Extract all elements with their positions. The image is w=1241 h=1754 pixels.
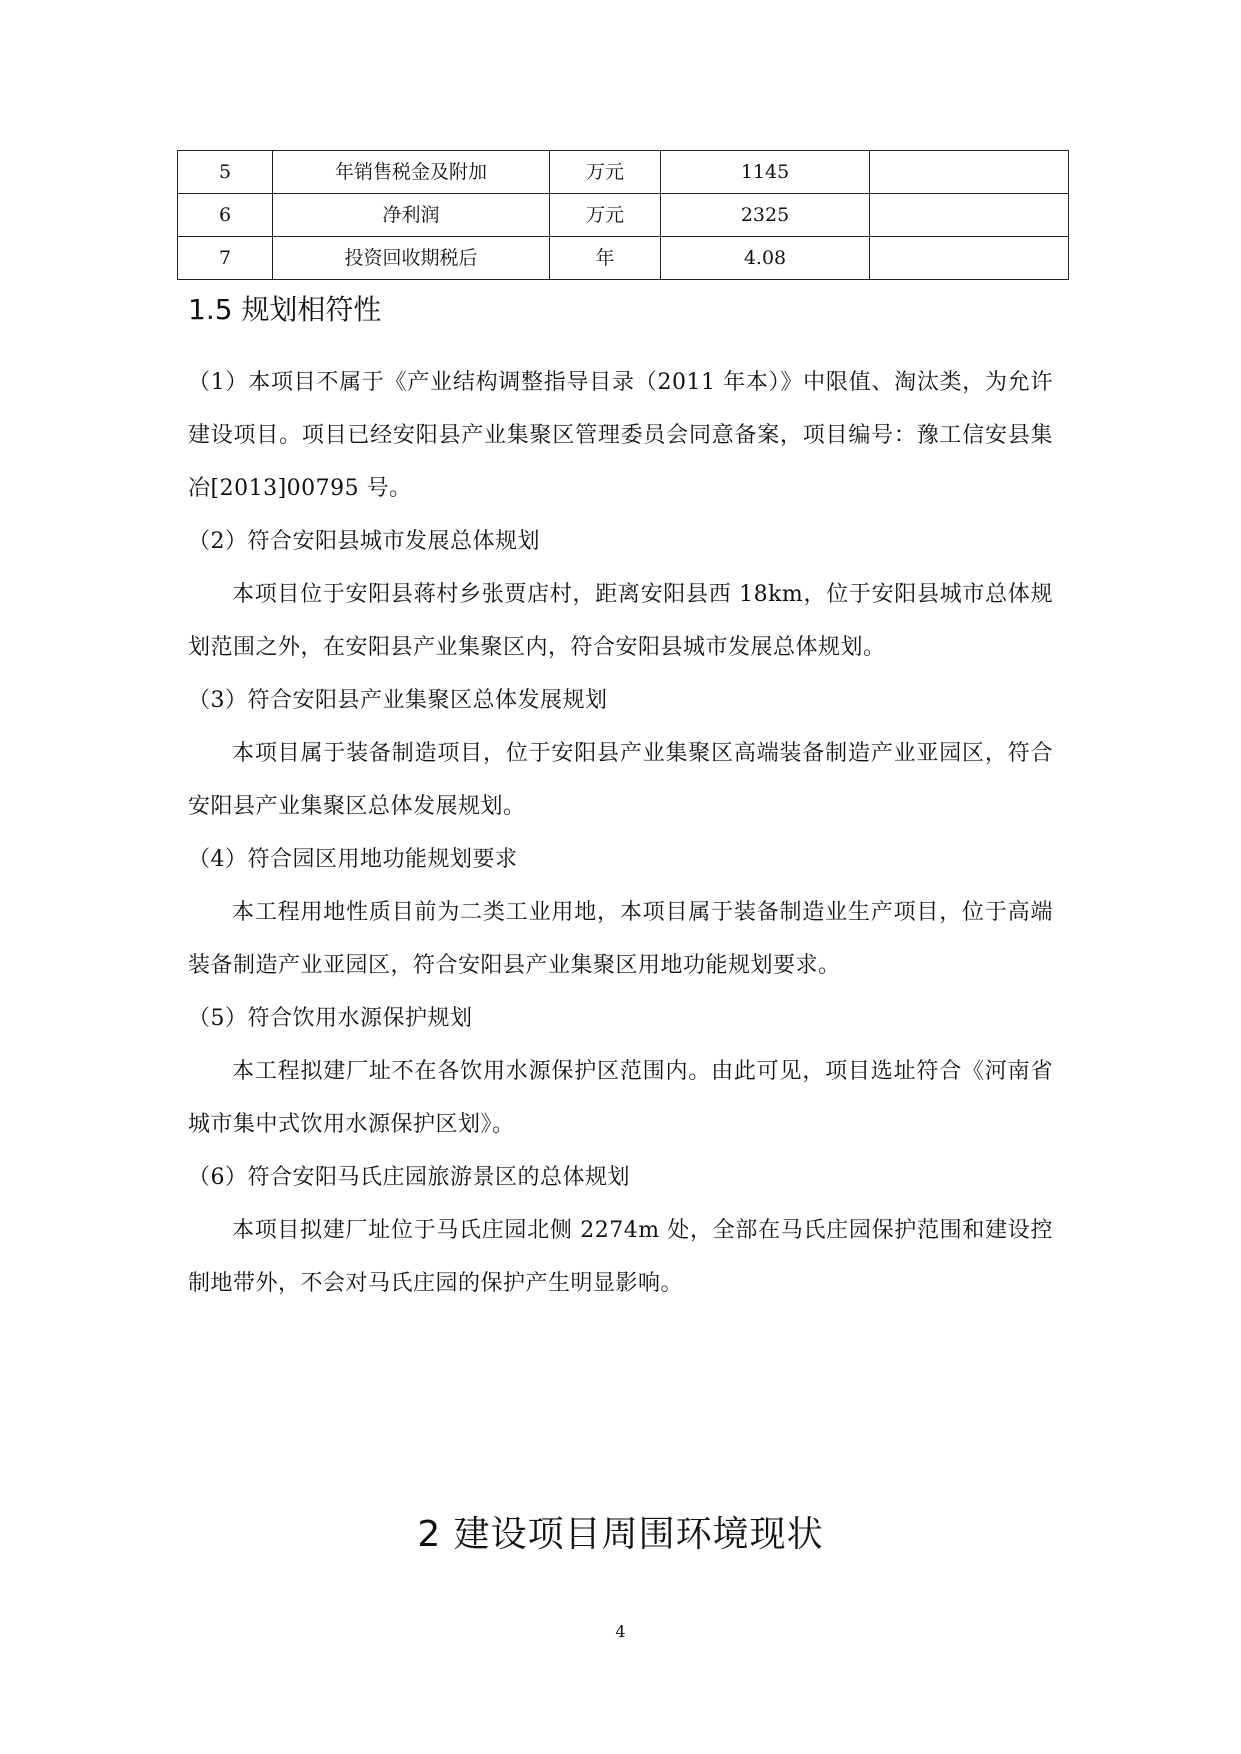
row-value: 1145 (661, 151, 870, 194)
table-row (178, 237, 1069, 280)
subheading-3: （3）符合安阳县产业集聚区总体发展规划 (188, 688, 608, 713)
row-item: 净利润 (273, 194, 550, 237)
row-note (870, 237, 1069, 280)
row-number: 5 (178, 151, 273, 194)
row-number: 6 (178, 194, 273, 237)
row-value: 4.08 (661, 237, 870, 280)
table-row (178, 151, 1069, 194)
subheading-2: （2）符合安阳县城市发展总体规划 (188, 529, 540, 554)
row-note (870, 194, 1069, 237)
paragraph-4: 本工程用地性质目前为二类工业用地，本项目属于装备制造业生产项目，位于高端装备制造产业亚园区，符合安阳县产业集聚区用地功能规划要求。 (188, 900, 1053, 978)
subheading-5: （5）符合饮用水源保护规划 (188, 1006, 473, 1031)
row-note (870, 151, 1069, 194)
section-title: 1.5 规划相符性 (188, 293, 382, 326)
row-value: 2325 (661, 194, 870, 237)
paragraph-2: 本项目位于安阳县蒋村乡张贾店村，距离安阳县西 18km，位于安阳县城市总体规划范围之外，在安阳县产业集聚区内，符合安阳县城市发展总体规划。 (188, 582, 1053, 660)
row-unit: 万元 (550, 194, 661, 237)
paragraph-3: 本项目属于装备制造项目，位于安阳县产业集聚区高端装备制造产业亚园区，符合安阳县产业集聚区总体发展规划。 (188, 741, 1053, 819)
row-item: 投资回收期税后 (273, 237, 550, 280)
subheading-4: （4）符合园区用地功能规划要求 (188, 847, 518, 872)
paragraph-5: 本工程拟建厂址不在各饮用水源保护区范围内。由此可见，项目选址符合《河南省城市集中式饮用水源保护区划》。 (188, 1059, 1053, 1137)
row-unit: 万元 (550, 151, 661, 194)
row-unit: 年 (550, 237, 661, 280)
paragraph-1: （1）本项目不属于《产业结构调整指导目录（2011 年本）》中限值、淘汰类，为允许建设项目。项目已经安阳县产业集聚区管理委员会同意备案，项目编号：豫工信安县集冶[2013]00795 号。 (188, 370, 1053, 501)
row-number: 7 (178, 237, 273, 280)
paragraph-6: 本项目拟建厂址位于马氏庄园北侧 2274m 处，全部在马氏庄园保护范围和建设控制地带外，不会对马氏庄园的保护产生明显影响。 (188, 1218, 1053, 1296)
table-row (178, 194, 1069, 237)
row-item: 年销售税金及附加 (273, 151, 550, 194)
summary-table (177, 150, 1069, 280)
page-number: 4 (615, 1622, 626, 1641)
chapter-title: 2 建设项目周围环境现状 (417, 1514, 824, 1555)
subheading-6: （6）符合安阳马氏庄园旅游景区的总体规划 (188, 1165, 630, 1190)
